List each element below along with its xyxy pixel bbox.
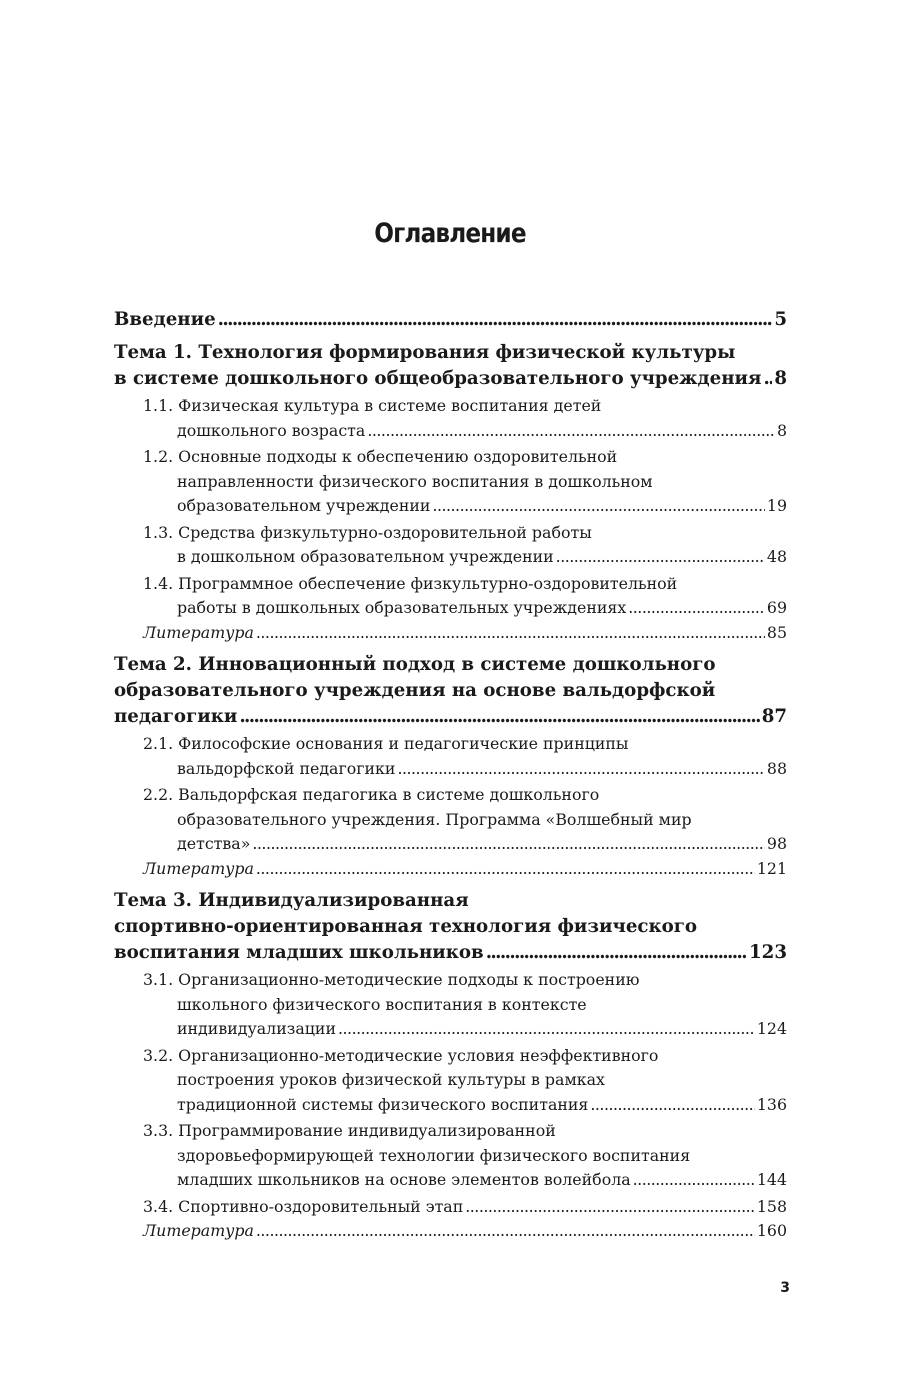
toc-page-number: 85 (766, 622, 787, 642)
toc-entry-label: 3.2. Организационно-методические условия неэффективного (143, 1045, 659, 1065)
dot-leader (218, 307, 773, 333)
dot-leader (256, 1219, 755, 1244)
toc-entry-label: Литература (143, 858, 254, 878)
toc-entry-label: вальдорфской педагогики (177, 758, 396, 778)
toc-entry-literature-3[interactable] (143, 1219, 787, 1244)
dot-leader (633, 1168, 755, 1193)
toc-page-number: 88 (766, 758, 787, 778)
toc-entry-label: 2.1. Философские основания и педагогические принципы (143, 734, 629, 753)
toc-entry-label: 3.1. Организационно-методические подходы к построению (143, 970, 640, 989)
toc-entry-label: традиционной системы физического воспитания (177, 1094, 589, 1114)
toc-entry-topic-2[interactable] (114, 652, 787, 730)
toc-page-number: 48 (766, 547, 787, 566)
toc-entry-label: образовательного учреждения на основе вальдорфской (114, 680, 716, 701)
table-of-contents (114, 307, 787, 1244)
toc-entry-literature-2[interactable] (143, 857, 787, 882)
toc-entry-label: 1.3. Средства физкультурно-оздоровительной работы (143, 522, 592, 542)
toc-page-number: 8 (774, 368, 787, 389)
toc-entry-section-2-1[interactable] (143, 732, 787, 781)
toc-entry-topic-1[interactable] (114, 340, 787, 392)
toc-page-number: 124 (756, 1019, 787, 1038)
toc-page-number: 98 (766, 834, 787, 853)
toc-entry-section-3-3[interactable] (143, 1119, 787, 1193)
toc-entry-label: в дошкольном образовательном учреждении (177, 547, 554, 566)
toc-entry-label: 3.4. Спортивно-оздоровительный этап (143, 1196, 464, 1216)
dot-leader (367, 419, 775, 444)
toc-entry-label: 1.1. Физическая культура в системе воспитания детей (143, 396, 602, 415)
toc-page-number: 19 (766, 496, 787, 515)
dot-leader (486, 940, 747, 966)
toc-entry-label: 1.4. Программное обеспечение физкультурно-оздоровительной (143, 573, 678, 593)
toc-page-number: 123 (749, 942, 787, 963)
toc-entry-literature-1[interactable] (143, 621, 787, 646)
page-number: 3 (780, 1280, 790, 1296)
dot-leader (590, 1093, 754, 1118)
toc-entry-label: педагогики (114, 706, 238, 727)
toc-entry-label: школьного физического воспитания в контексте (177, 994, 587, 1014)
toc-page-number: 8 (776, 420, 787, 440)
toc-entry-label: Тема 1. Технология формирования физической культуры (114, 342, 736, 363)
toc-entry-label: Тема 2. Инновационный подход в системе дошкольного (114, 654, 716, 675)
toc-entry-label: образовательном учреждении (177, 496, 431, 515)
toc-entry-section-2-2[interactable] (143, 783, 787, 857)
dot-leader (556, 545, 765, 570)
toc-entry-section-1-4[interactable] (143, 572, 787, 621)
toc-entry-label: Тема 3. Индивидуализированная (114, 890, 469, 911)
toc-entry-label: Литература (143, 1221, 254, 1240)
toc-entry-label: дошкольного возраста (177, 420, 366, 440)
toc-entry-label: 2.2. Вальдорфская педагогика в системе дошкольного (143, 785, 600, 804)
toc-entry-label: детства» (177, 834, 251, 853)
toc-entry-label: воспитания младших школьников (114, 942, 484, 963)
toc-entry-label: спортивно-ориентированная технология физического (114, 916, 698, 937)
toc-entry-section-3-1[interactable] (143, 968, 787, 1042)
page-title: Оглавление (374, 218, 526, 249)
dot-leader (628, 596, 765, 621)
toc-entry-section-1-2[interactable] (143, 445, 787, 519)
toc-entry-label: индивидуализации (177, 1019, 336, 1038)
toc-entry-label: 1.2. Основные подходы к обеспечению оздоровительной (143, 447, 618, 466)
dot-leader (465, 1195, 755, 1220)
toc-entry-label: Введение (114, 309, 216, 330)
toc-entry-label: направленности физического воспитания в дошкольном (177, 471, 653, 491)
toc-entry-topic-3[interactable] (114, 888, 787, 966)
dot-leader (256, 857, 755, 882)
dot-leader (338, 1017, 755, 1042)
toc-entry-label: в системе дошкольного общеобразовательного учреждения (114, 368, 762, 389)
toc-entry-section-3-4[interactable] (143, 1195, 787, 1220)
toc-page-number: 87 (761, 706, 787, 727)
toc-entry-label: Литература (143, 622, 254, 642)
toc-entry-label: образовательного учреждения. Программа «Волшебный мир (177, 809, 692, 829)
dot-leader (397, 757, 764, 782)
toc-page-number: 136 (756, 1094, 787, 1114)
toc-entry-label: работы в дошкольных образовательных учреждениях (177, 598, 627, 617)
toc-page-number: 160 (756, 1221, 787, 1240)
toc-entry-section-1-3[interactable] (143, 521, 787, 570)
dot-leader (432, 494, 764, 519)
toc-entry-section-1-1[interactable] (143, 394, 787, 443)
toc-entry-section-3-2[interactable] (143, 1044, 787, 1118)
toc-entry-introduction[interactable] (114, 307, 787, 333)
toc-entry-label: здоровьеформирующей технологии физического воспитания (177, 1145, 691, 1165)
dot-leader (763, 366, 772, 392)
toc-page-number: 69 (766, 598, 787, 617)
toc-entry-label: 3.3. Программирование индивидуализированной (143, 1121, 556, 1140)
dot-leader (256, 621, 765, 646)
toc-page-number: 121 (756, 858, 787, 878)
toc-page-number: 158 (756, 1196, 787, 1216)
toc-entry-label: младших школьников на основе элементов волейбола (177, 1170, 631, 1189)
dot-leader (252, 832, 765, 857)
toc-page-number: 5 (774, 309, 787, 330)
toc-page-number: 144 (756, 1170, 787, 1189)
toc-entry-label: построения уроков физической культуры в рамках (177, 1070, 605, 1089)
dot-leader (239, 704, 759, 730)
